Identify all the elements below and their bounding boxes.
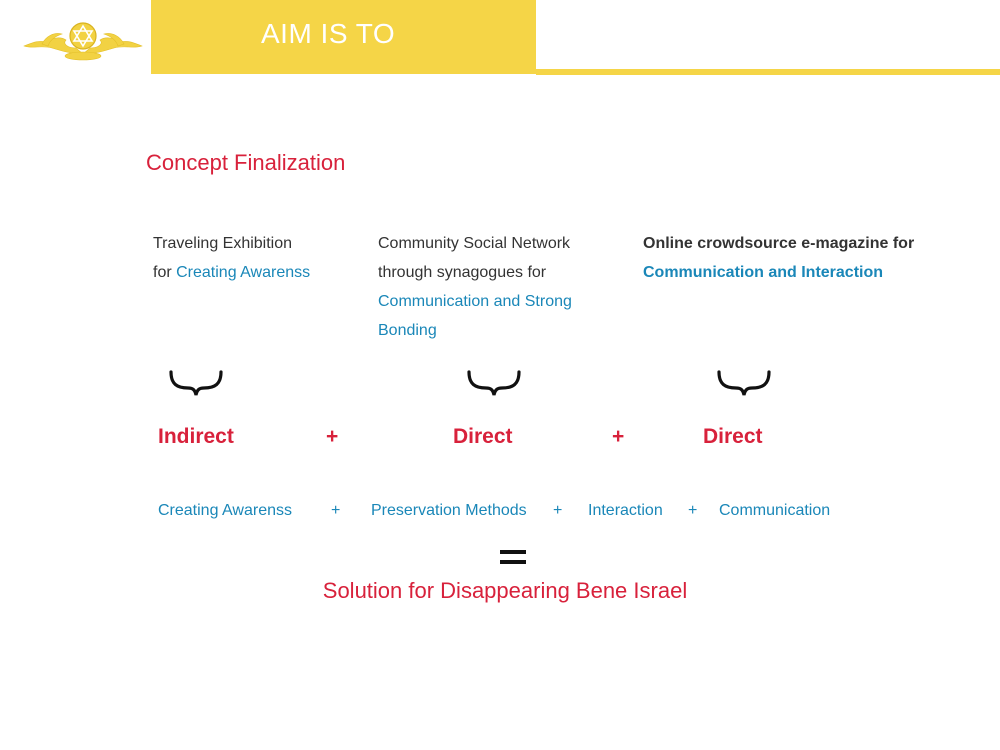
header-underline bbox=[536, 69, 1000, 75]
term-direct: Direct bbox=[453, 425, 513, 448]
concept-line: Online crowdsource e-magazine for bbox=[643, 235, 915, 252]
header-title: AIM IS TO bbox=[261, 18, 396, 49]
concept-prefix: for bbox=[153, 264, 177, 281]
concept-line: Community Social Network bbox=[378, 235, 571, 252]
plus-operator: + bbox=[553, 502, 563, 519]
curly-brace-icon bbox=[466, 368, 522, 396]
attribute-communication: Communication bbox=[719, 502, 831, 519]
solution-text: Solution for Disappearing Bene Israel bbox=[322, 578, 688, 603]
concept-community-social-network bbox=[378, 229, 608, 345]
term-indirect: Indirect bbox=[158, 425, 234, 448]
term-direct: Direct bbox=[703, 425, 763, 448]
curly-brace-icon bbox=[168, 368, 224, 396]
curly-brace-icon bbox=[716, 368, 772, 396]
plus-operator: + bbox=[612, 425, 625, 448]
star-of-david-emblem-icon bbox=[22, 18, 144, 62]
concept-line: Traveling Exhibition bbox=[153, 235, 293, 252]
concept-traveling-exhibition bbox=[153, 229, 353, 287]
plus-operator: + bbox=[331, 502, 341, 519]
plus-operator: + bbox=[688, 502, 698, 519]
plus-operator: + bbox=[326, 425, 339, 448]
concept-highlight: Creating Awarenss bbox=[176, 264, 311, 281]
attribute-preservation-methods: Preservation Methods bbox=[371, 502, 527, 519]
equals-sign-icon bbox=[500, 550, 526, 566]
attribute-creating-awareness: Creating Awarenss bbox=[158, 502, 292, 519]
concept-online-e-magazine bbox=[643, 229, 943, 287]
concept-line: through synagogues for bbox=[378, 264, 547, 281]
concept-highlight: Communication and Interaction bbox=[643, 264, 884, 281]
attribute-interaction: Interaction bbox=[588, 502, 663, 519]
concept-highlight: Communication and Strong Bonding bbox=[378, 293, 572, 339]
section-title: Concept Finalization bbox=[146, 150, 346, 175]
